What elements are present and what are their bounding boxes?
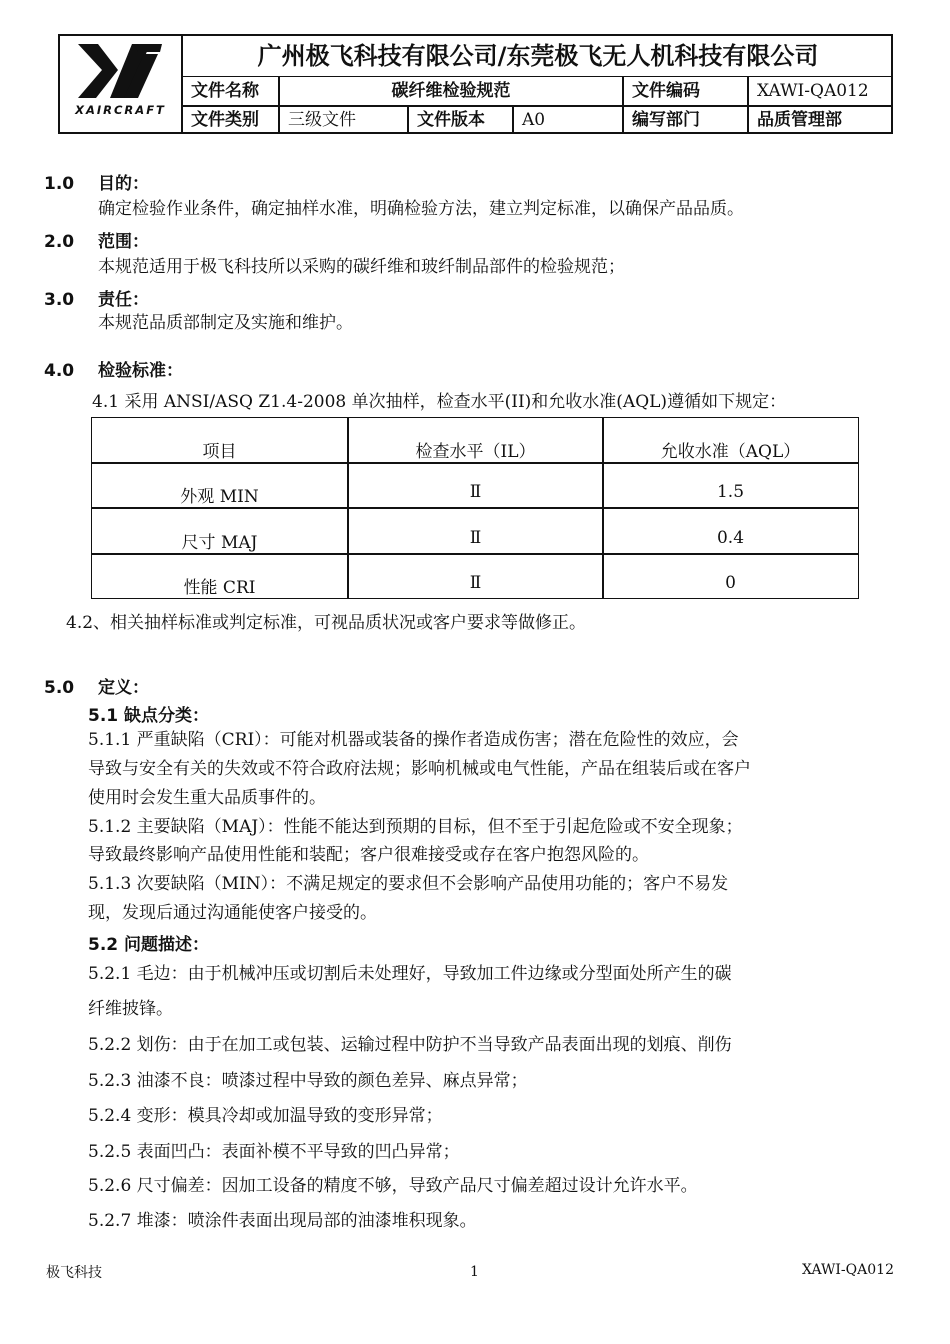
table-cell: Ⅱ xyxy=(469,482,482,502)
section-4-note: 4.2、相关抽样标准或判定标准，可视品质状况或客户要求等做修正。 xyxy=(66,613,587,633)
desc-5-2-1-line2: 纤维披锋。 xyxy=(88,999,173,1019)
desc-5-2-7: 5.2.7 堆漆：喷涂件表面出现局部的油漆堆积现象。 xyxy=(88,1211,477,1231)
desc-5-2-6: 5.2.6 尺寸偏差：因加工设备的精度不够，导致产品尺寸偏差超过设计允许水平。 xyxy=(88,1176,698,1196)
table-cell: 1.5 xyxy=(716,482,745,502)
file-type-label: 文件类别 xyxy=(191,110,259,130)
section-2-heading xyxy=(44,227,149,252)
desc-5-2-2: 5.2.2 划伤：由于在加工或包装、运输过程中防护不当导致产品表面出现的划痕、削伤 xyxy=(88,1035,732,1055)
dept-label: 编写部门 xyxy=(632,110,700,130)
desc-5-2-5: 5.2.5 表面凹凸：表面补模不平导致的凹凸异常； xyxy=(88,1142,460,1162)
section-title: 检验标准： xyxy=(98,361,183,381)
def-5-1-2-line2: 导致最终影响产品使用性能和装配；客户很难接受或存在客户抱怨风险的。 xyxy=(88,845,649,865)
section-title: 责任： xyxy=(98,290,149,310)
file-version-label: 文件版本 xyxy=(417,110,485,130)
file-name-value: 碳纤维检验规范 xyxy=(391,81,511,101)
file-version-value: A0 xyxy=(522,110,546,130)
def-5-1-1-line3: 使用时会发生重大品质事件的。 xyxy=(88,788,326,808)
def-5-1-3-line1: 5.1.3 次要缺陷（MIN）：不满足规定的要求但不会影响产品使用功能的；客户不易发 xyxy=(88,874,729,894)
section-title: 范围： xyxy=(98,232,149,252)
table-header: 检查水平（IL） xyxy=(415,442,536,462)
section-4-heading xyxy=(44,356,183,381)
section-3-heading xyxy=(44,285,149,310)
desc-5-2-1-line1: 5.2.1 毛边：由于机械冲压或切割后未处理好，导致加工件边缘或分型面处所产生的碳 xyxy=(88,964,732,984)
file-name-label: 文件名称 xyxy=(191,81,259,101)
table-cell: Ⅱ xyxy=(469,573,482,593)
table-cell: 0 xyxy=(725,573,736,593)
xa-logo-mark xyxy=(74,40,166,102)
table-cell: Ⅱ xyxy=(469,528,482,548)
file-code-label: 文件编码 xyxy=(632,81,700,101)
desc-5-2-3: 5.2.3 油漆不良：喷漆过程中导致的颜色差异、麻点异常； xyxy=(88,1071,528,1091)
footer-left: 极飞科技 xyxy=(46,1265,102,1281)
subsection-5-1-title: 5.1 缺点分类： xyxy=(88,706,210,726)
subsection-5-2-title: 5.2 问题描述： xyxy=(88,935,210,955)
section-1-heading xyxy=(44,169,149,194)
file-code-value: XAWI-QA012 xyxy=(757,81,869,101)
footer-right: XAWI-QA012 xyxy=(802,1262,894,1278)
def-5-1-2-line1: 5.1.2 主要缺陷（MAJ）：性能不能达到预期的目标，但不至于引起危险或不安全现象； xyxy=(88,817,743,837)
document-header xyxy=(58,34,893,134)
section-number: 3.0 xyxy=(44,290,75,310)
section-number: 2.0 xyxy=(44,232,75,252)
table-header: 项目 xyxy=(202,442,237,462)
company-name: 广州极飞科技有限公司/东莞极飞无人机科技有限公司 xyxy=(183,36,893,77)
def-5-1-1-line2: 导致与安全有关的失效或不符合政府法规；影响机械或电气性能，产品在组装后或在客户 xyxy=(88,759,751,779)
table-cell: 0.4 xyxy=(716,528,745,548)
table-cell: 尺寸 MAJ xyxy=(181,533,258,553)
section-4-intro: 4.1 采用 ANSI/ASQ Z1.4-2008 单次抽样，检查水平(II)和允收水准(AQL)遵循如下规定： xyxy=(92,392,787,412)
logo-wordmark: XAIRCRAFT xyxy=(75,103,166,117)
section-2-text: 本规范适用于极飞科技所以采购的碳纤维和玻纤制品部件的检验规范； xyxy=(98,257,625,277)
def-5-1-3-line2: 现，发现后通过沟通能使客户接受的。 xyxy=(88,903,377,923)
section-1-text: 确定检验作业条件，确定抽样水准，明确检验方法，建立判定标准，以确保产品品质。 xyxy=(98,199,744,219)
section-number: 1.0 xyxy=(44,174,75,194)
company-logo xyxy=(60,36,183,132)
aql-table xyxy=(91,417,859,599)
section-title: 定义： xyxy=(98,678,149,698)
section-3-text: 本规范品质部制定及实施和维护。 xyxy=(98,313,353,333)
section-number: 4.0 xyxy=(44,361,75,381)
def-5-1-1-line1: 5.1.1 严重缺陷（CRI）：可能对机器或装备的操作者造成伤害；潜在危险性的效应，会 xyxy=(88,730,739,750)
dept-value: 品质管理部 xyxy=(757,110,842,130)
section-title: 目的： xyxy=(98,174,149,194)
table-cell: 外观 MIN xyxy=(180,487,259,507)
desc-5-2-4: 5.2.4 变形：模具冷却或加温导致的变形异常； xyxy=(88,1106,443,1126)
table-cell: 性能 CRI xyxy=(183,578,256,598)
page-number: 1 xyxy=(470,1264,479,1280)
table-header: 允收水准（AQL） xyxy=(660,442,801,462)
section-5-heading xyxy=(44,673,149,698)
section-number: 5.0 xyxy=(44,678,75,698)
file-type-value: 三级文件 xyxy=(288,110,356,130)
